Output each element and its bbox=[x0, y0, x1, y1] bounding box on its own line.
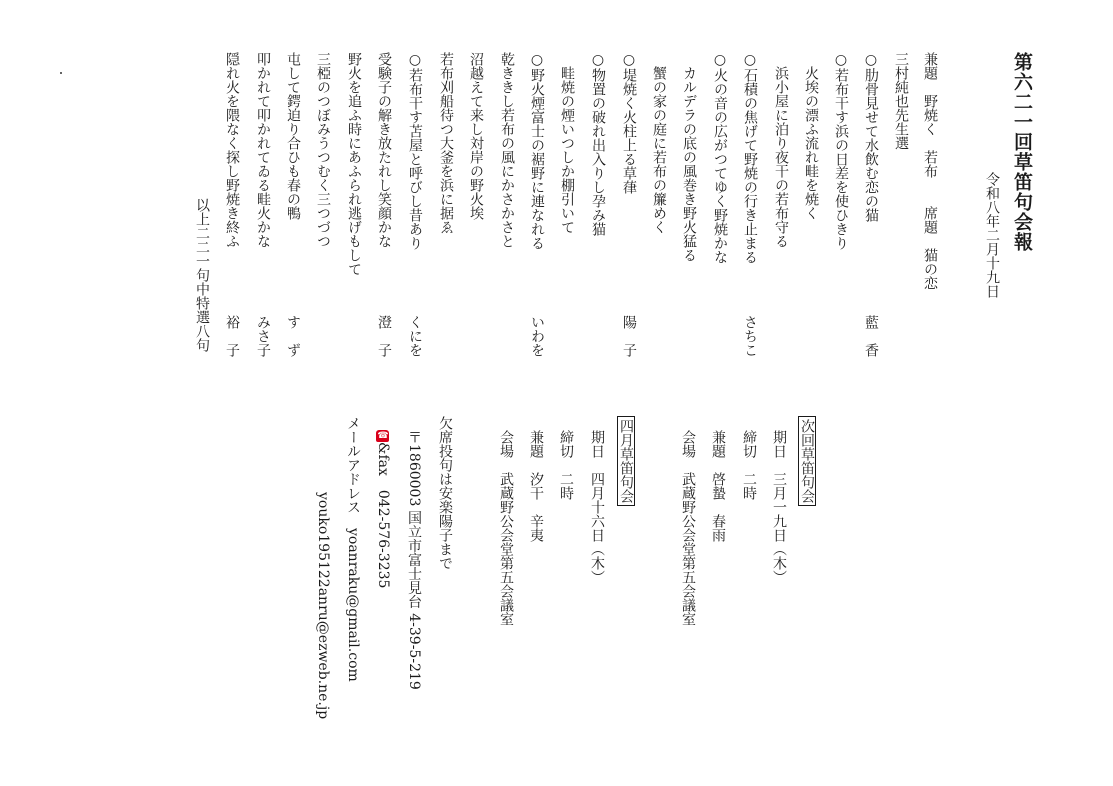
haiku-line: ○肋骨見せて水飲む恋の猫 bbox=[863, 52, 879, 222]
next-meeting-venue: 会場 武蔵野公会堂第五会議室 bbox=[680, 430, 696, 626]
haiku-line: ○火の音の広がつてゆく野焼かな bbox=[712, 52, 728, 264]
email-address-1[interactable]: yoanraku@gmail.com bbox=[345, 528, 361, 682]
next-meeting-heading: 次回草笛句会 bbox=[798, 416, 816, 506]
haiku-author: みさ子 bbox=[255, 315, 271, 357]
telephone-icon: ☎ bbox=[378, 431, 388, 441]
email-line-1 bbox=[346, 416, 360, 682]
haiku-line: 隠れ火を隈なく探し野焼き終ふ bbox=[224, 52, 240, 248]
haiku-author: いわを bbox=[529, 315, 545, 357]
haiku-line: ○堤焼く火柱上る草葎 bbox=[621, 52, 637, 194]
april-meeting-venue: 会場 武蔵野公会堂第五会議室 bbox=[498, 430, 514, 626]
haiku-line: 三椏のつぼみうつむく三つづつ bbox=[315, 52, 331, 248]
haiku-line: 若布刈船待つ大釜を浜に据ゑ bbox=[438, 52, 454, 234]
haiku-line: 受験子の解き放たれし笑顔かな bbox=[376, 52, 392, 248]
phone-number: &fax 042-576-3235 bbox=[375, 442, 391, 589]
haiku-author: 陽 子 bbox=[621, 315, 637, 357]
april-meeting-topics: 兼題 汐干 辛夷 bbox=[528, 430, 544, 542]
selector-line: 三村純也先生選 bbox=[893, 52, 909, 150]
email-address-2[interactable]: youko195122anru@ezweb.ne.jp bbox=[315, 492, 331, 720]
haiku-line: ○物置の破れ出入りし孕み猫 bbox=[590, 52, 606, 236]
next-meeting-topics: 兼題 啓蟄 春雨 bbox=[710, 430, 726, 542]
next-meeting-date: 期日 三月一九日（木） bbox=[771, 430, 787, 584]
absent-note: 欠席投句は安楽陽子まで bbox=[437, 416, 453, 570]
haiku-author: 澄 子 bbox=[376, 315, 392, 357]
haiku-line: 沼越えて来し対岸の野火埃 bbox=[468, 52, 484, 220]
april-meeting-date: 期日 四月十六日（木） bbox=[589, 430, 605, 584]
haiku-line: 野火を追ふ時にあふられ逃げもして bbox=[346, 52, 362, 276]
haiku-line: 蟹の家の庭に若布の簾めく bbox=[651, 66, 667, 234]
phone-line bbox=[376, 430, 390, 588]
haiku-line: ○石積の焦げて野焼の行き止まる bbox=[742, 52, 758, 264]
haiku-author: くにを bbox=[407, 315, 423, 357]
page-title: 第六二一回草笛句会報 bbox=[1011, 52, 1033, 252]
april-meeting-heading: 四月草笛句会 bbox=[617, 416, 635, 506]
email-label: メールアドレス bbox=[345, 416, 361, 514]
haiku-line: 浜小屋に泊り夜干の若布守る bbox=[773, 66, 789, 248]
haiku-line: 火埃の漂ふ流れ畦を焼く bbox=[803, 66, 819, 220]
haiku-author: す ず bbox=[285, 315, 301, 357]
haiku-line: ○若布干す浜の日差を使ひきり bbox=[833, 52, 849, 250]
haiku-line: 屯して鍔迫り合ひも春の鴨 bbox=[285, 52, 301, 220]
page-dot bbox=[60, 72, 62, 74]
postal-address: 〒1860003 国立市富士見台 4-39-5-219 bbox=[406, 430, 422, 690]
haiku-line: 畦焼の煙いつしか棚引いて bbox=[559, 66, 575, 234]
haiku-author: 裕 子 bbox=[224, 315, 240, 357]
april-meeting-deadline: 締切 二時 bbox=[558, 430, 574, 500]
summary-line: 以上二二一句中特選八句 bbox=[194, 198, 210, 352]
haiku-author: さちこ bbox=[742, 315, 758, 357]
haiku-line: 叩かれて叩かれてゐる畦火かな bbox=[255, 52, 271, 248]
haiku-author: 藍 香 bbox=[863, 315, 879, 357]
haiku-line: ○野火煙富士の裾野に連なれる bbox=[529, 52, 545, 250]
issue-date: 令和八年二月十九日 bbox=[984, 172, 1000, 298]
haiku-line: カルデラの底の風巻き野火猛る bbox=[681, 66, 697, 262]
haiku-line: 乾ききし若布の風にかさかさと bbox=[499, 52, 515, 248]
next-meeting-deadline: 締切 二時 bbox=[741, 430, 757, 500]
haiku-line: ○若布干す苫屋と呼びし昔あり bbox=[407, 52, 423, 250]
topics-line: 兼題 野焼く 若布 席題 猫の恋 bbox=[922, 52, 938, 290]
